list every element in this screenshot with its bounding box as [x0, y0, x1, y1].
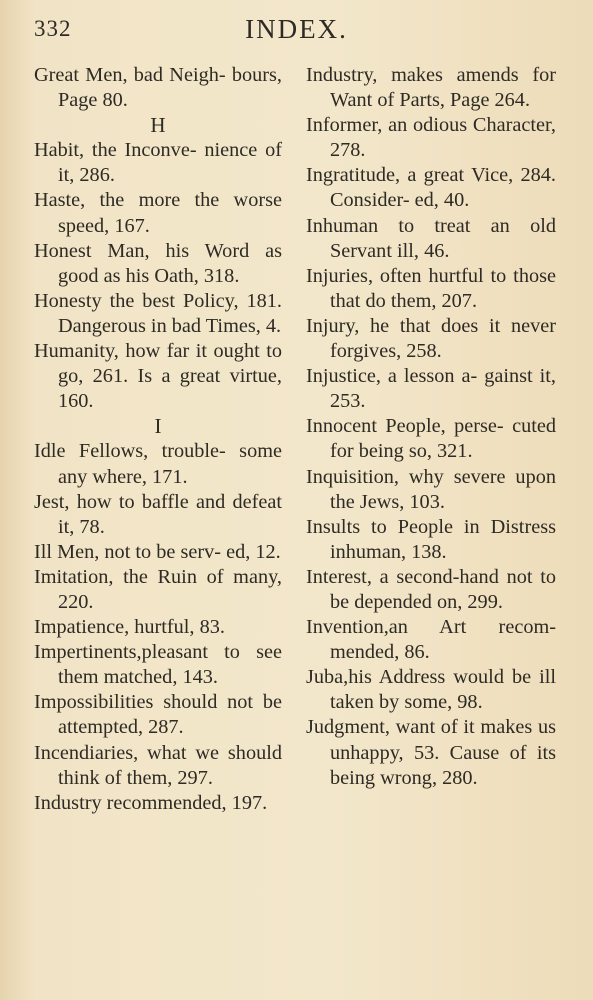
index-entry: Inquisition, why severe upon the Jews, 103. — [306, 465, 556, 513]
index-entry: Honest Man, his Word as good as his Oath, 318. — [34, 239, 282, 287]
index-column-left — [34, 63, 282, 816]
index-entry: Habit, the Inconve- nience of it, 286. — [34, 139, 282, 187]
index-entry: Imitation, the Ruin of many, 220. — [34, 565, 282, 613]
page-number: 332 — [34, 16, 72, 41]
index-entry: Impatience, hurtful, 83. — [34, 616, 225, 639]
index-entry: Honesty the best Policy, 181. Dangerous in bad Times, 4. — [34, 289, 282, 337]
section-letter: H — [150, 113, 166, 138]
index-entry: Injustice, a lesson a- gainst it, 253. — [306, 365, 556, 413]
index-entry: Interest, a second-hand not to be depended on, 299. — [306, 565, 556, 613]
index-entry: Injuries, often hurtful to those that do them, 207. — [306, 264, 556, 312]
index-entry: Haste, the more the worse speed, 167. — [34, 189, 282, 237]
index-entry: Idle Fellows, trouble- some any where, 171. — [34, 440, 282, 488]
running-head — [0, 14, 593, 48]
index-entry: Jest, how to baffle and defeat it, 78. — [34, 490, 282, 538]
index-entry: Impossibilities should not be attempted, 287. — [34, 691, 282, 739]
index-entry: Inhuman to treat an old Servant ill, 46. — [306, 214, 556, 262]
index-column-right — [306, 63, 556, 791]
index-entry: Injury, he that does it never forgives, 258. — [306, 314, 556, 363]
index-entry: Humanity, how far it ought to go, 261. Is a great virtue, 160. — [34, 340, 282, 413]
page-title: INDEX. — [245, 14, 348, 44]
index-entry: Judgment, want of it makes us unhappy, 53. Cause of its being wrong, 280. — [306, 716, 556, 789]
index-entry: Industry, makes amends for Want of Parts, Page 264. — [306, 64, 556, 112]
index-entry: Innocent People, perse- cuted for being so, 321. — [306, 415, 556, 463]
index-entry: Juba,his Address would be ill taken by some, 98. — [306, 666, 556, 714]
index-entry: Informer, an odious Character, 278. — [306, 114, 556, 162]
index-entry: Invention,an Art recom- mended, 86. — [306, 616, 556, 664]
index-entry: Ill Men, not to be serv- ed, 12. — [34, 540, 281, 563]
index-entry: Industry recommended, 197. — [34, 791, 268, 814]
index-entry: Insults to People in Distress inhuman, 138. — [306, 515, 556, 563]
index-entry: Incendiaries, what we should think of them, 297. — [34, 741, 282, 789]
index-entry: Ingratitude, a great Vice, 284. Consider- ed, 40. — [306, 164, 556, 212]
section-letter: I — [154, 414, 162, 439]
index-entry: Impertinents,pleasant to see them matched, 143. — [34, 641, 282, 689]
index-entry: Great Men, bad Neigh- bours, Page 80. — [34, 64, 282, 112]
